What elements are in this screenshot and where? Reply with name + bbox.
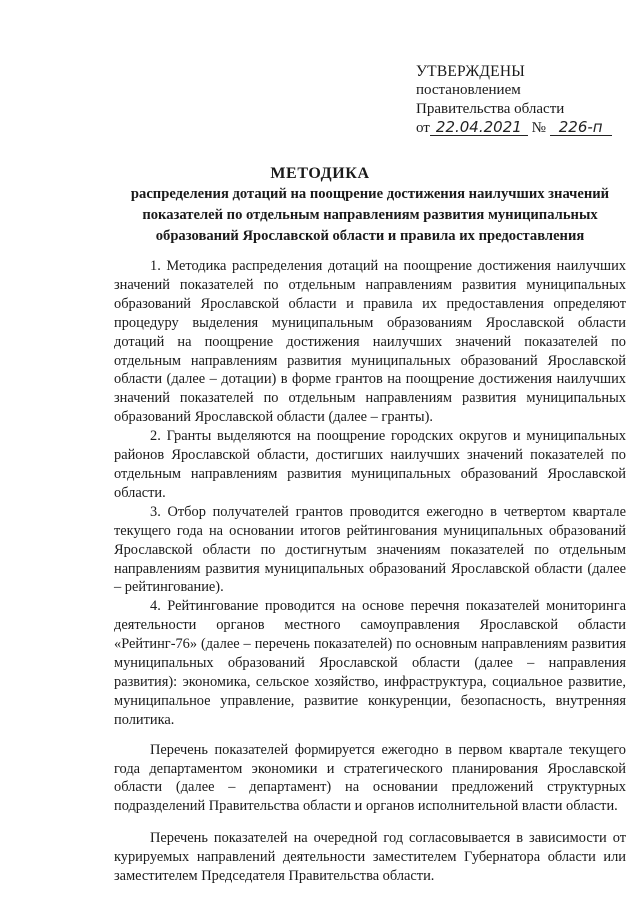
paragraph-1: 1. Методика распределения дотаций на поощрение достижения наилучших значений показателей по отдельным направлениям развития муниципальных образований Ярославской области и правила их предоставления определяют процедуру выделения муниципальным образованиям Ярославской области дотаций на поощрение достижения наилучших значений показателей по отдельным направлениям развития муниципальных образований Ярославской области (далее – дотации) в форме грантов на поощрение достижения наилучших значений показателей по отдельным направлениям развития муниципальных образований Ярославской области (далее – гранты).	[114, 258, 626, 426]
paragraph-3: 3. Отбор получателей грантов проводится ежегодно в четвертом квартале текущего года на основании итогов рейтингования муниципальных образований Ярославской области по достигнутым значениям показателей по отдельным направлениям развития муниципальных образований Ярославской области (далее – рейтингование).	[114, 503, 626, 596]
document-body	[114, 257, 626, 886]
handwritten-date: 22.04.2021	[430, 119, 528, 136]
paragraph-2: 2. Гранты выделяются на поощрение городских округов и муниципальных районов Ярославской области, достигших наилучших значений показателей по отдельным направлениям развития муниципальных образований Ярославской области.	[114, 428, 626, 501]
approval-date-line	[416, 119, 626, 138]
paragraph-4: 4. Рейтингование проводится на основе перечня показателей мониторинга деятельности органов местного самоуправления Ярославской области «Рейтинг-76» (далее – перечень показателей) по основным направлениям развития муниципальных образований Ярославской области (далее – направления развития): экономика, сельское хозяйство, инфраструктура, социальное развитие, муниципальное управление, развитие конкуренции, безопасность, внутренняя политика.	[114, 598, 626, 728]
paragraph-5: Перечень показателей формируется ежегодно в первом квартале текущего года департаментом экономики и стратегического планирования Ярославской области (далее – департамент) на основании предложений структурных подразделений Правительства области и органов исполнительной власти области.	[114, 741, 626, 815]
approval-resolution-line: постановлением	[416, 82, 521, 98]
document-subtitle: распределения дотаций на поощрение достижения наилучших значений показателей по отдельным направлениям развития муниципальных образований Ярославской области и правила их предоставления	[130, 186, 610, 244]
number-sign: №	[531, 120, 546, 136]
approval-government-line: Правительства области	[416, 101, 565, 117]
handwritten-number: 226-п	[550, 119, 612, 136]
date-prefix: от	[416, 120, 430, 136]
document-title: МЕТОДИКА	[270, 165, 370, 182]
paragraph-6: Перечень показателей на очередной год согласовывается в зависимости от курируемых направлений деятельности заместителем Губернатора области или заместителем Председателя Правительства области.	[114, 830, 626, 885]
approval-block	[416, 62, 626, 138]
approval-heading: УТВЕРЖДЕНЫ	[416, 63, 525, 80]
